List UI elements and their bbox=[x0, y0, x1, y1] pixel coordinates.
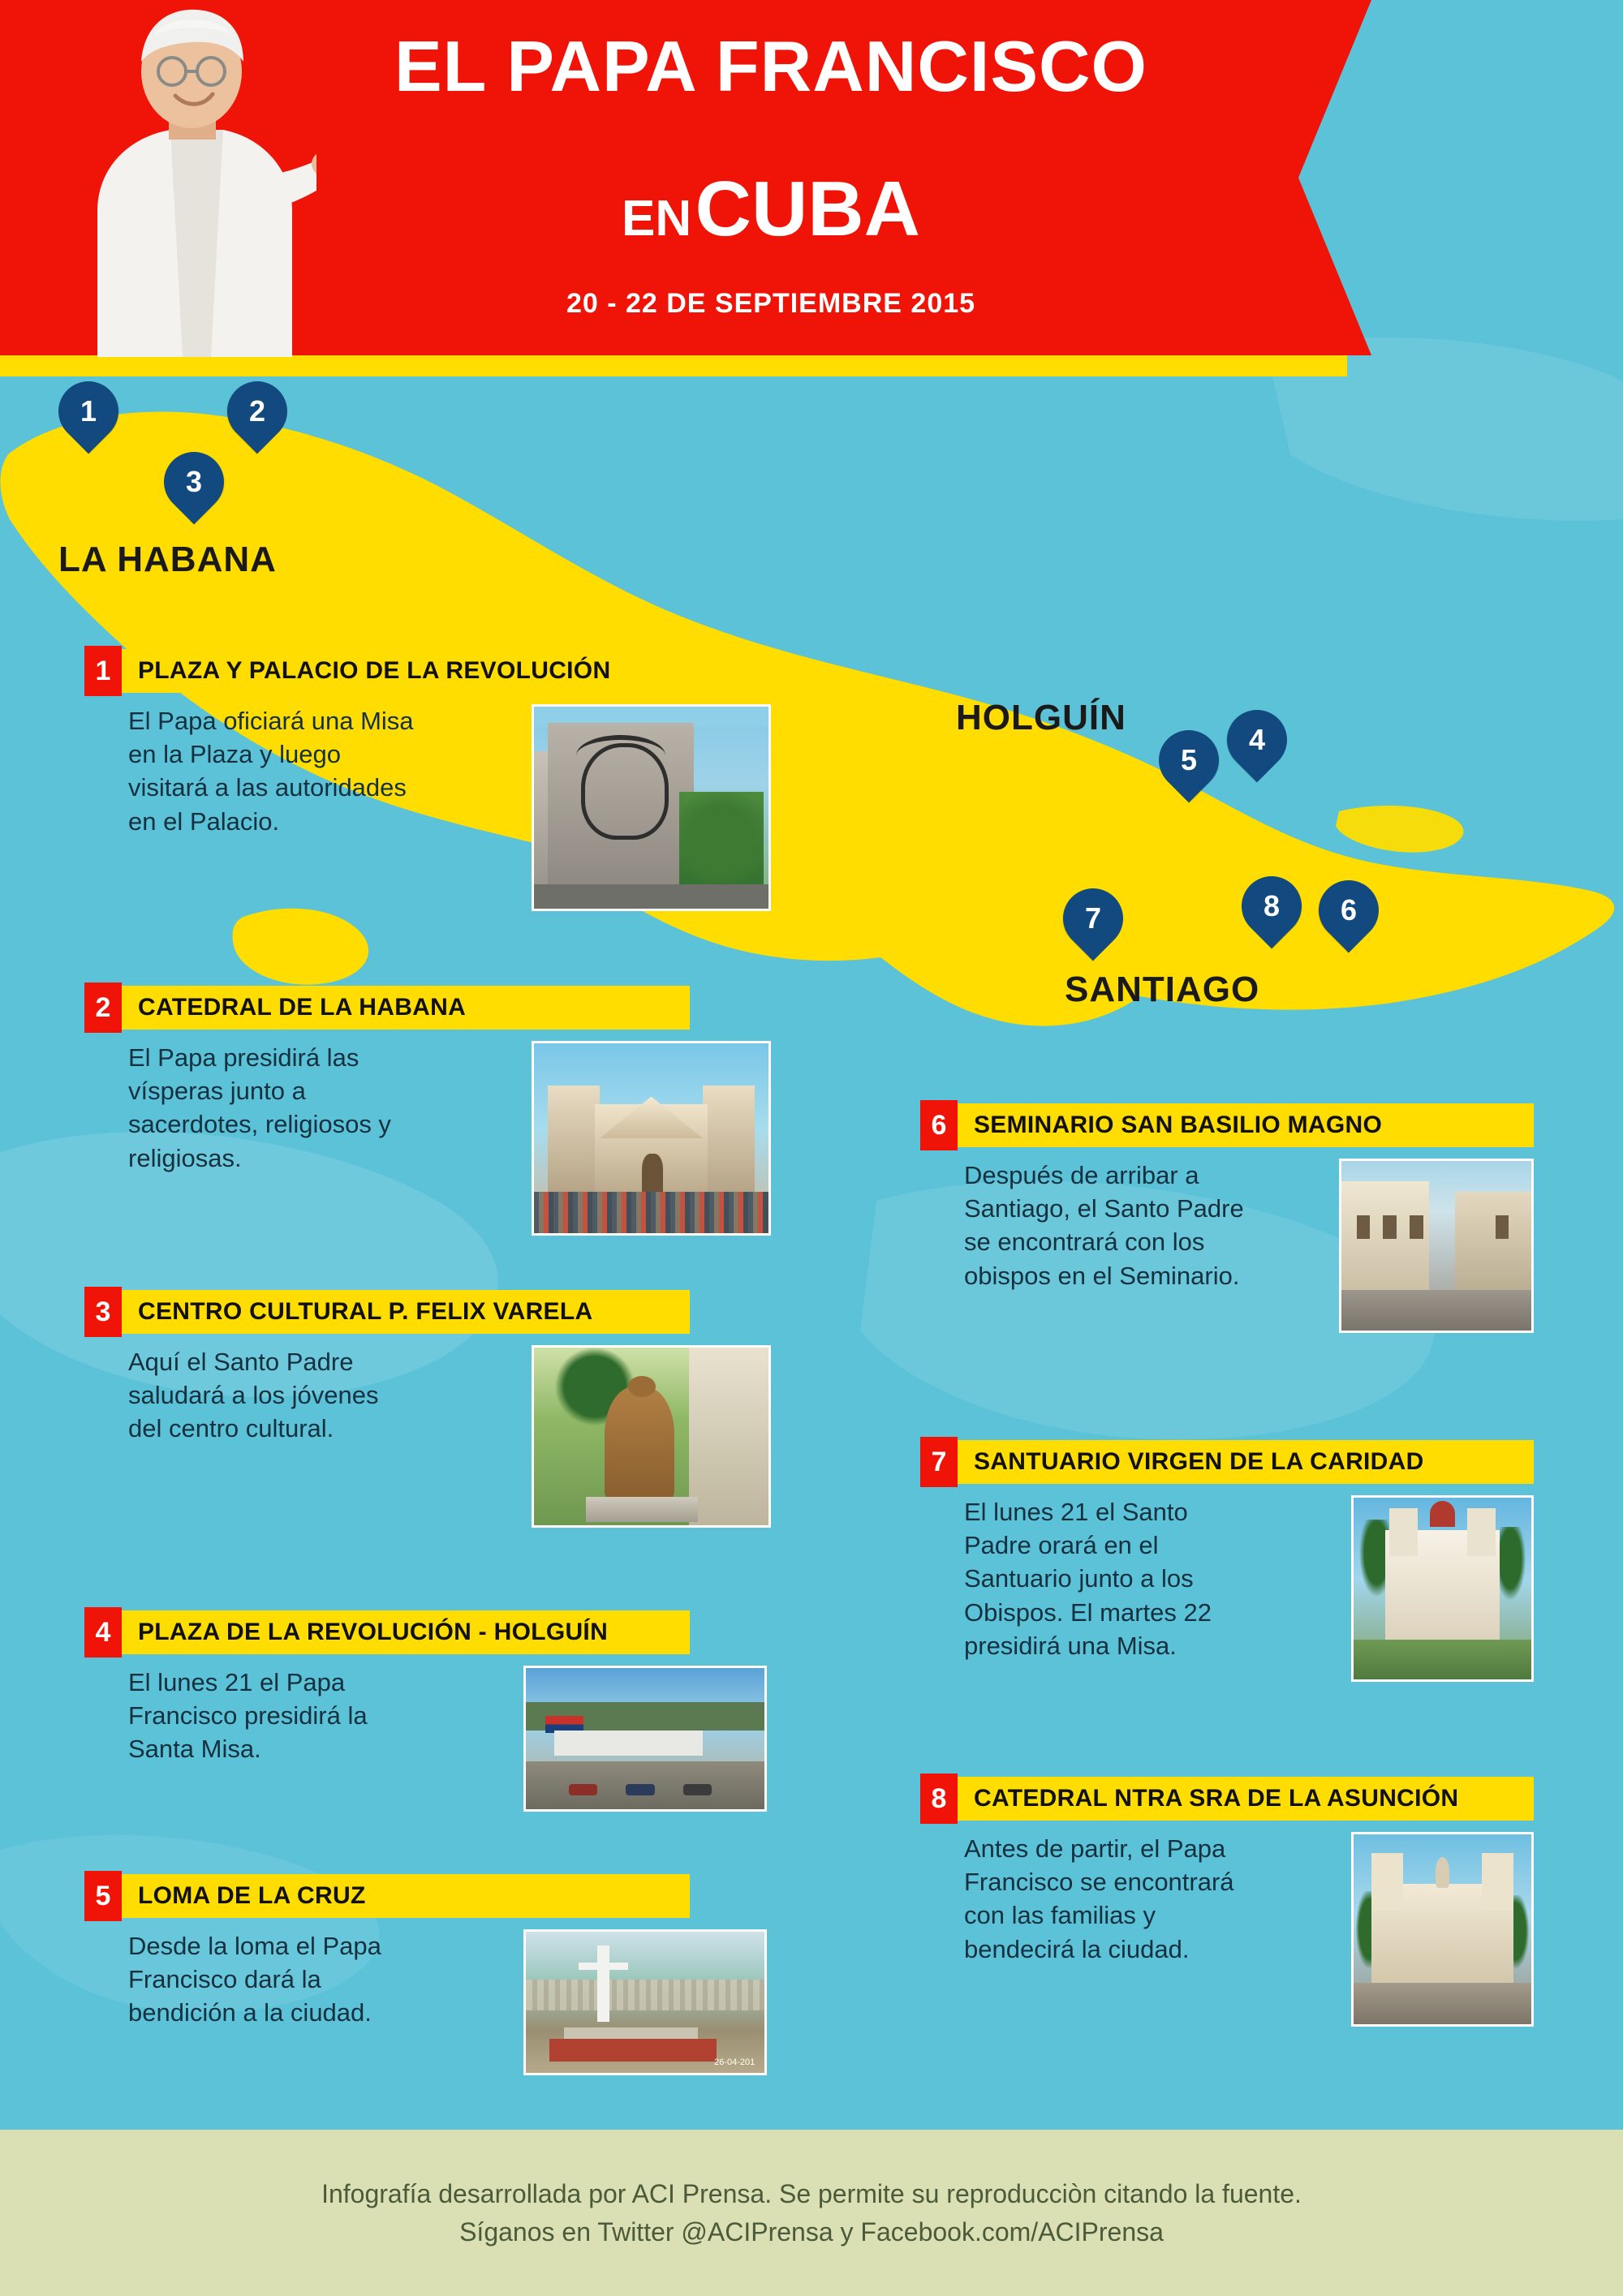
subtitle-country: CUBA bbox=[695, 166, 920, 252]
info-card-1 bbox=[89, 649, 690, 911]
card-description: El lunes 21 el Santo Padre orará en el Santuario junto a los Obispos. El martes 22 presidirá una Misa. bbox=[964, 1498, 1212, 1660]
card-header bbox=[89, 986, 690, 1030]
event-dates: 20 - 22 DE SEPTIEMBRE 2015 bbox=[566, 288, 976, 319]
card-description: Antes de partir, el Papa Francisco se encontrará con las familias y bendecirá la ciudad. bbox=[964, 1834, 1234, 1963]
card-number-badge: 2 bbox=[84, 982, 122, 1033]
subtitle-prefix: EN bbox=[622, 191, 692, 247]
card-photo-8 bbox=[1351, 1832, 1534, 2027]
info-card-8 bbox=[925, 1777, 1534, 2027]
card-photo-2 bbox=[532, 1041, 771, 1236]
map-pin-8[interactable] bbox=[1242, 876, 1302, 951]
pin-number: 6 bbox=[1340, 893, 1358, 927]
card-body bbox=[89, 704, 690, 911]
info-card-5 bbox=[89, 1874, 756, 2075]
card-photo-6 bbox=[1339, 1159, 1534, 1333]
map-pin-3[interactable] bbox=[164, 452, 224, 527]
card-header bbox=[89, 649, 690, 693]
pin-number: 8 bbox=[1263, 889, 1281, 922]
info-card-6 bbox=[925, 1103, 1534, 1333]
info-card-3 bbox=[89, 1290, 690, 1528]
map-pin-7[interactable] bbox=[1063, 888, 1123, 963]
card-title: CATEDRAL NTRA SRA DE LA ASUNCIÓN bbox=[974, 1785, 1459, 1812]
pin-number: 5 bbox=[1180, 743, 1198, 776]
map-pin-5[interactable] bbox=[1159, 730, 1219, 805]
page-subtitle bbox=[268, 166, 1274, 252]
card-number-badge: 1 bbox=[84, 646, 122, 696]
card-number-badge: 7 bbox=[920, 1437, 958, 1487]
map-pin-6[interactable] bbox=[1319, 880, 1379, 955]
card-title: PLAZA DE LA REVOLUCIÓN - HOLGUÍN bbox=[138, 1619, 609, 1645]
map-pin-4[interactable] bbox=[1227, 710, 1287, 785]
header-yellow-stripe bbox=[0, 355, 1347, 376]
card-description: El Papa oficiará una Misa en la Plaza y luego visitará a las autoridades en el Palacio. bbox=[128, 707, 414, 836]
poster-footer bbox=[0, 2130, 1623, 2296]
poster-header bbox=[0, 0, 1623, 361]
card-photo-5: 26-04-201 bbox=[523, 1929, 767, 2075]
card-header bbox=[89, 1610, 690, 1654]
card-body bbox=[925, 1159, 1534, 1333]
card-photo-1 bbox=[532, 704, 771, 911]
card-description: El Papa presidirá las vísperas junto a sacerdotes, religiosos y religiosas. bbox=[128, 1043, 391, 1172]
card-photo-7 bbox=[1351, 1495, 1534, 1682]
card-photo-3 bbox=[532, 1345, 771, 1528]
card-body bbox=[89, 1929, 756, 2075]
card-description: El lunes 21 el Papa Francisco presidirá la Santa Misa. bbox=[128, 1668, 368, 1764]
card-photo-4 bbox=[523, 1666, 767, 1812]
city-label-holguin: HOLGUÍN bbox=[956, 698, 1126, 737]
map-pin-2[interactable] bbox=[227, 381, 287, 456]
info-card-7 bbox=[925, 1440, 1534, 1682]
pin-number: 3 bbox=[185, 465, 203, 498]
card-title: SEMINARIO SAN BASILIO MAGNO bbox=[974, 1111, 1383, 1138]
footer-credit-line: Infografía desarrollada por ACI Prensa. Se permite su reproducciòn citando la fuente. bbox=[321, 2179, 1302, 2209]
card-body bbox=[925, 1832, 1534, 2027]
page-title: EL PAPA FRANCISCO bbox=[394, 26, 1148, 106]
pin-number: 1 bbox=[80, 394, 97, 428]
card-title: CENTRO CULTURAL P. FELIX VARELA bbox=[138, 1298, 593, 1325]
card-description: Desde la loma el Papa Francisco dará la bendición a la ciudad. bbox=[128, 1932, 381, 2027]
info-card-2 bbox=[89, 986, 690, 1236]
card-number-badge: 8 bbox=[920, 1774, 958, 1824]
card-title: PLAZA Y PALACIO DE LA REVOLUCIÓN bbox=[138, 657, 611, 684]
pin-number: 7 bbox=[1084, 901, 1102, 935]
card-body bbox=[89, 1666, 690, 1812]
card-title: LOMA DE LA CRUZ bbox=[138, 1882, 366, 1909]
card-header bbox=[89, 1874, 690, 1918]
card-body bbox=[89, 1041, 690, 1236]
card-header bbox=[89, 1290, 690, 1334]
info-card-4 bbox=[89, 1610, 690, 1812]
map-pin-1[interactable] bbox=[58, 381, 118, 456]
card-description: Después de arribar a Santiago, el Santo Padre se encontrará con los obispos en el Seminario. bbox=[964, 1161, 1244, 1290]
pin-number: 4 bbox=[1248, 723, 1266, 756]
card-header bbox=[925, 1440, 1534, 1484]
city-label-santiago: SANTIAGO bbox=[1065, 970, 1260, 1009]
card-number-badge: 3 bbox=[84, 1287, 122, 1337]
card-description: Aquí el Santo Padre saludará a los jóvenes del centro cultural. bbox=[128, 1348, 379, 1443]
card-body bbox=[89, 1345, 690, 1528]
card-header bbox=[925, 1777, 1534, 1821]
card-number-badge: 6 bbox=[920, 1100, 958, 1150]
card-number-badge: 5 bbox=[84, 1871, 122, 1921]
card-header bbox=[925, 1103, 1534, 1147]
city-label-la-habana: LA HABANA bbox=[58, 540, 277, 579]
card-body bbox=[925, 1495, 1534, 1682]
card-title: SANTUARIO VIRGEN DE LA CARIDAD bbox=[974, 1448, 1424, 1475]
card-number-badge: 4 bbox=[84, 1607, 122, 1658]
footer-social-line: Síganos en Twitter @ACIPrensa y Facebook.com/ACIPrensa bbox=[459, 2216, 1164, 2247]
pin-number: 2 bbox=[248, 394, 266, 428]
card-title: CATEDRAL DE LA HABANA bbox=[138, 994, 467, 1021]
